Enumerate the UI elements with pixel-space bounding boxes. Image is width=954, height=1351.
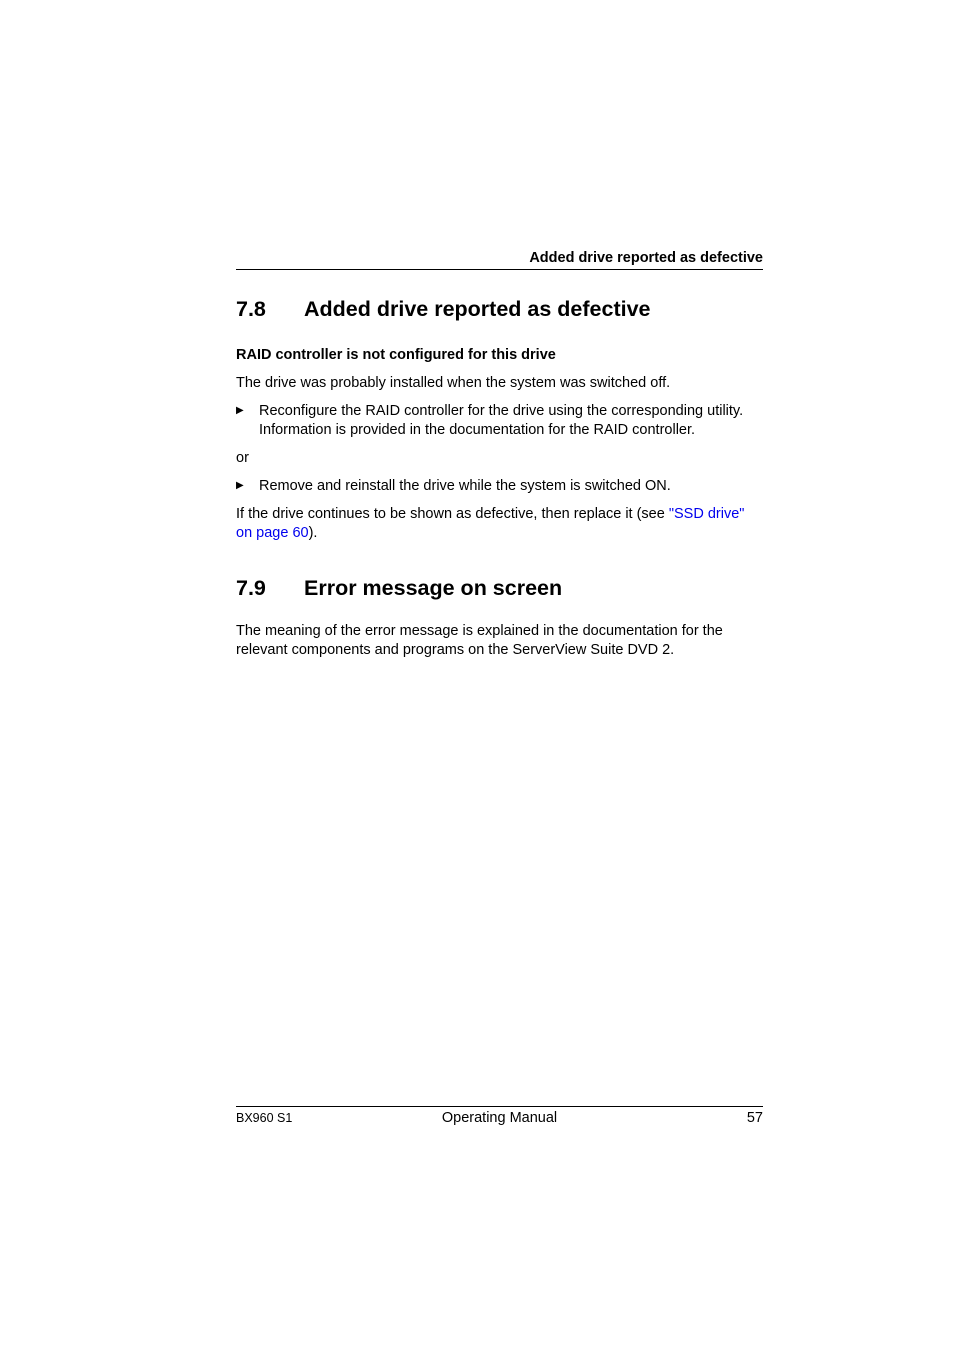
section-heading-7-9 <box>236 575 796 601</box>
bullet-text-line: Reconfigure the RAID controller for the drive using the corresponding utility. <box>259 403 744 419</box>
paragraph-line: relevant components and programs on the ServerView Suite DVD 2. <box>236 641 675 658</box>
closing-paragraph <box>236 505 763 542</box>
footer-product: BX960 S1 <box>236 1111 293 1125</box>
section-number: 7.9 <box>236 576 266 600</box>
bullet-text: Remove and reinstall the drive while the system is switched ON. <box>259 478 671 494</box>
ssd-drive-link[interactable]: "SSD drive" on page 60 <box>236 506 745 541</box>
paragraph-line: The meaning of the error message is explained in the documentation for the <box>236 623 723 639</box>
section-title: Error message on screen <box>304 576 563 600</box>
bullet-reconfigure <box>236 402 763 439</box>
header-rule <box>236 269 763 270</box>
running-header: Added drive reported as defective <box>529 250 763 266</box>
closing-text: If the drive continues to be shown as defective, then replace it (see <box>236 506 669 522</box>
intro-paragraph: The drive was probably installed when the system was switched off. <box>236 375 671 391</box>
bullet-arrow-icon: ▶ <box>236 405 244 416</box>
page-number: 57 <box>746 1110 763 1126</box>
section-number: 7.8 <box>236 297 266 321</box>
bullet-text-line: Information is provided in the documentation for the RAID controller. <box>259 421 696 438</box>
error-message-paragraph <box>236 622 763 659</box>
section-heading-7-8 <box>236 296 796 322</box>
footer-rule <box>236 1106 763 1107</box>
bullet-reinstall <box>236 477 763 496</box>
or-text: or <box>236 450 249 466</box>
footer-manual-title: Operating Manual <box>441 1110 558 1126</box>
section-title: Added drive reported as defective <box>304 297 651 321</box>
closing-text-end: ). <box>308 524 318 541</box>
bullet-arrow-icon: ▶ <box>236 480 244 491</box>
subheading-raid-controller: RAID controller is not configured for this drive <box>236 347 556 363</box>
